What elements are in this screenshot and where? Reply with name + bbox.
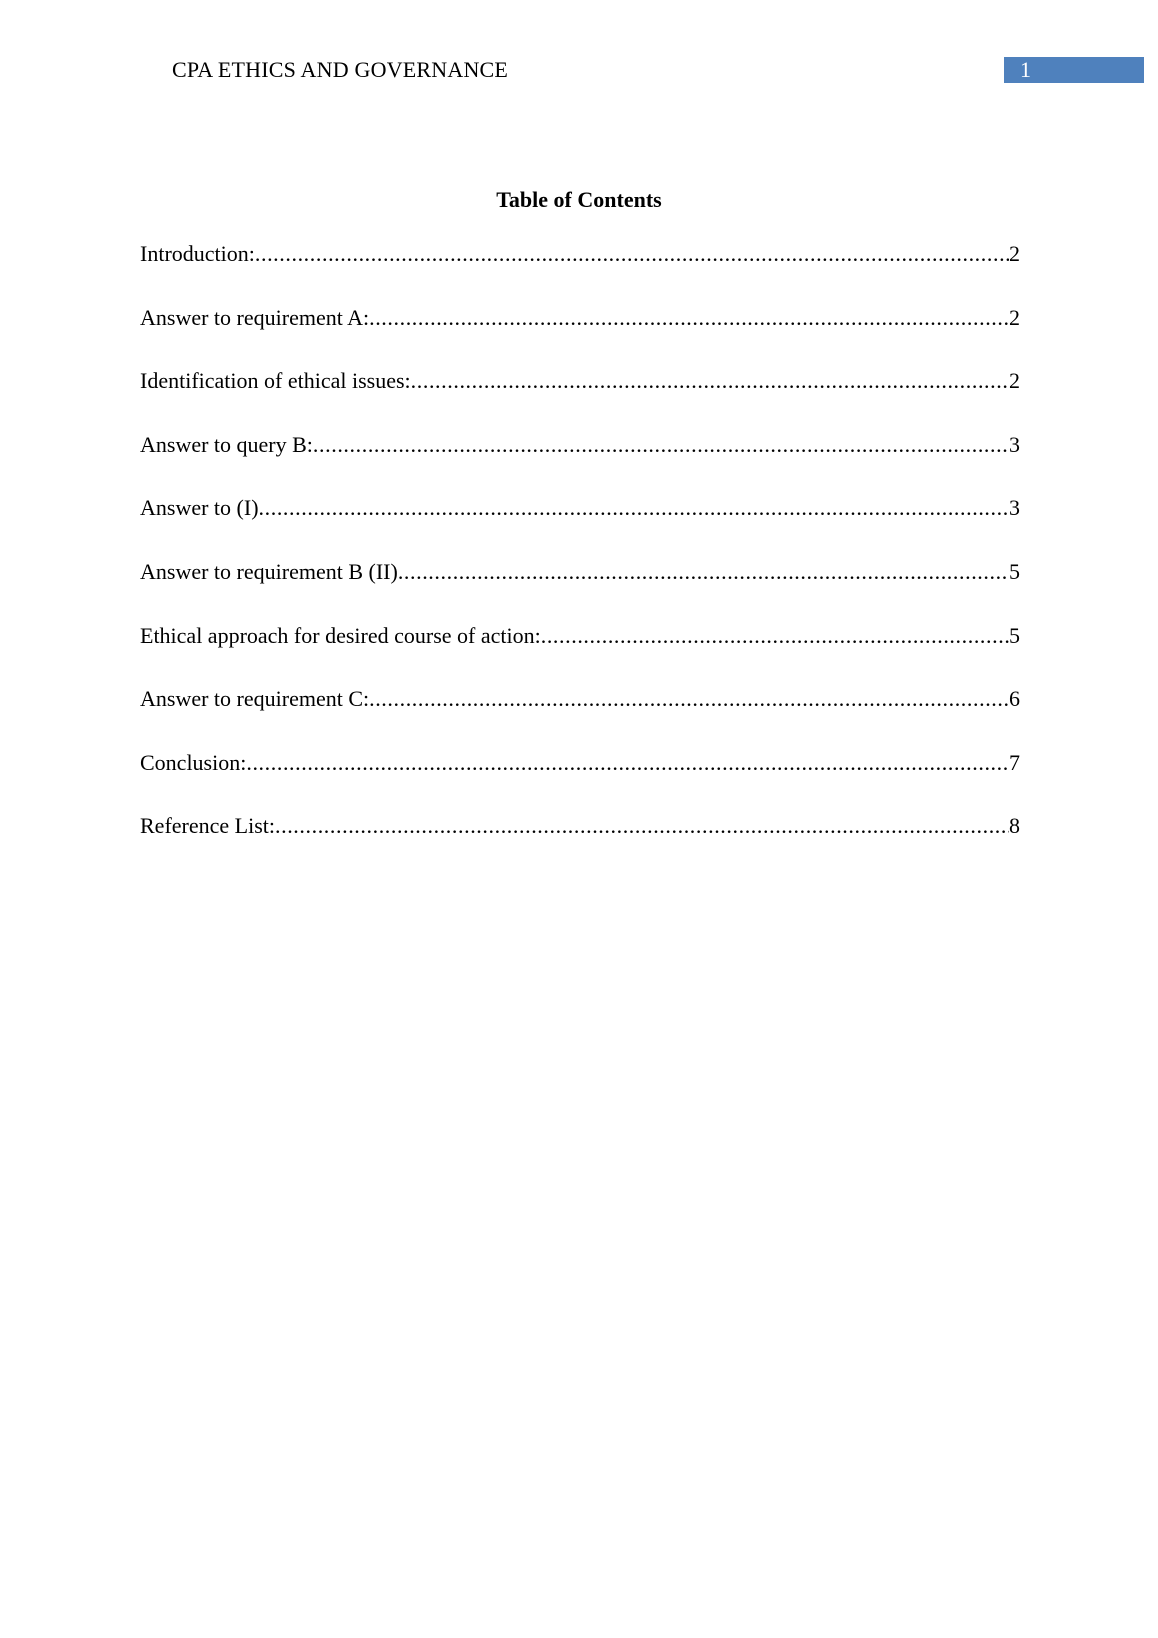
toc-entry-page: 7	[1009, 749, 1020, 775]
toc-entry[interactable]	[140, 240, 1020, 304]
toc-entry-label: Answer to (I)	[140, 495, 259, 521]
toc-entry[interactable]	[140, 622, 1020, 686]
toc-dot-leader	[275, 812, 1009, 840]
toc-dot-leader	[369, 304, 1009, 332]
toc-entry-page: 3	[1009, 431, 1020, 457]
toc-entry-label: Ethical approach for desired course of action:	[140, 622, 541, 648]
toc-entry[interactable]	[140, 812, 1020, 876]
toc-entry-page: 5	[1009, 622, 1020, 648]
toc-dot-leader	[255, 240, 1009, 268]
toc-title: Table of Contents	[496, 187, 662, 212]
toc-entry[interactable]	[140, 558, 1020, 622]
toc-entry-label: Reference List:	[140, 813, 275, 839]
toc-entry-label: Answer to requirement A:	[140, 304, 370, 330]
toc-entry[interactable]	[140, 304, 1020, 368]
toc-dot-leader	[411, 367, 1009, 395]
toc-entry-page: 5	[1009, 558, 1020, 584]
toc-entry[interactable]	[140, 494, 1020, 558]
toc-dot-leader	[259, 494, 1009, 522]
toc-entry-page: 2	[1009, 241, 1020, 266]
toc-entry-page: 6	[1009, 686, 1020, 712]
toc-entry[interactable]	[140, 749, 1020, 813]
toc-dot-leader	[313, 431, 1009, 459]
toc-entry-label: Answer to query B:	[140, 431, 313, 457]
toc-entry[interactable]	[140, 367, 1020, 431]
toc-entry-page: 2	[1009, 368, 1020, 394]
toc-entry-page: 8	[1009, 813, 1020, 839]
page-number: 1	[1004, 57, 1144, 83]
toc-dot-leader	[398, 558, 1009, 586]
toc-entry-page: 2	[1009, 304, 1020, 330]
toc-entry-label: Conclusion:	[140, 749, 247, 775]
running-head: CPA ETHICS AND GOVERNANCE	[172, 57, 509, 82]
toc-dot-leader	[541, 622, 1009, 650]
toc-entry-page: 3	[1009, 495, 1020, 521]
toc-dot-leader	[369, 685, 1009, 713]
toc-dot-leader	[246, 749, 1009, 777]
toc-entry-label: Introduction:	[140, 241, 255, 266]
toc-entry[interactable]	[140, 685, 1020, 749]
toc-list	[140, 240, 1020, 876]
toc-entry[interactable]	[140, 431, 1020, 495]
toc-entry-label: Answer to requirement B (II)	[140, 558, 398, 584]
toc-entry-label: Identification of ethical issues:	[140, 368, 411, 394]
toc-entry-label: Answer to requirement C:	[140, 686, 370, 712]
